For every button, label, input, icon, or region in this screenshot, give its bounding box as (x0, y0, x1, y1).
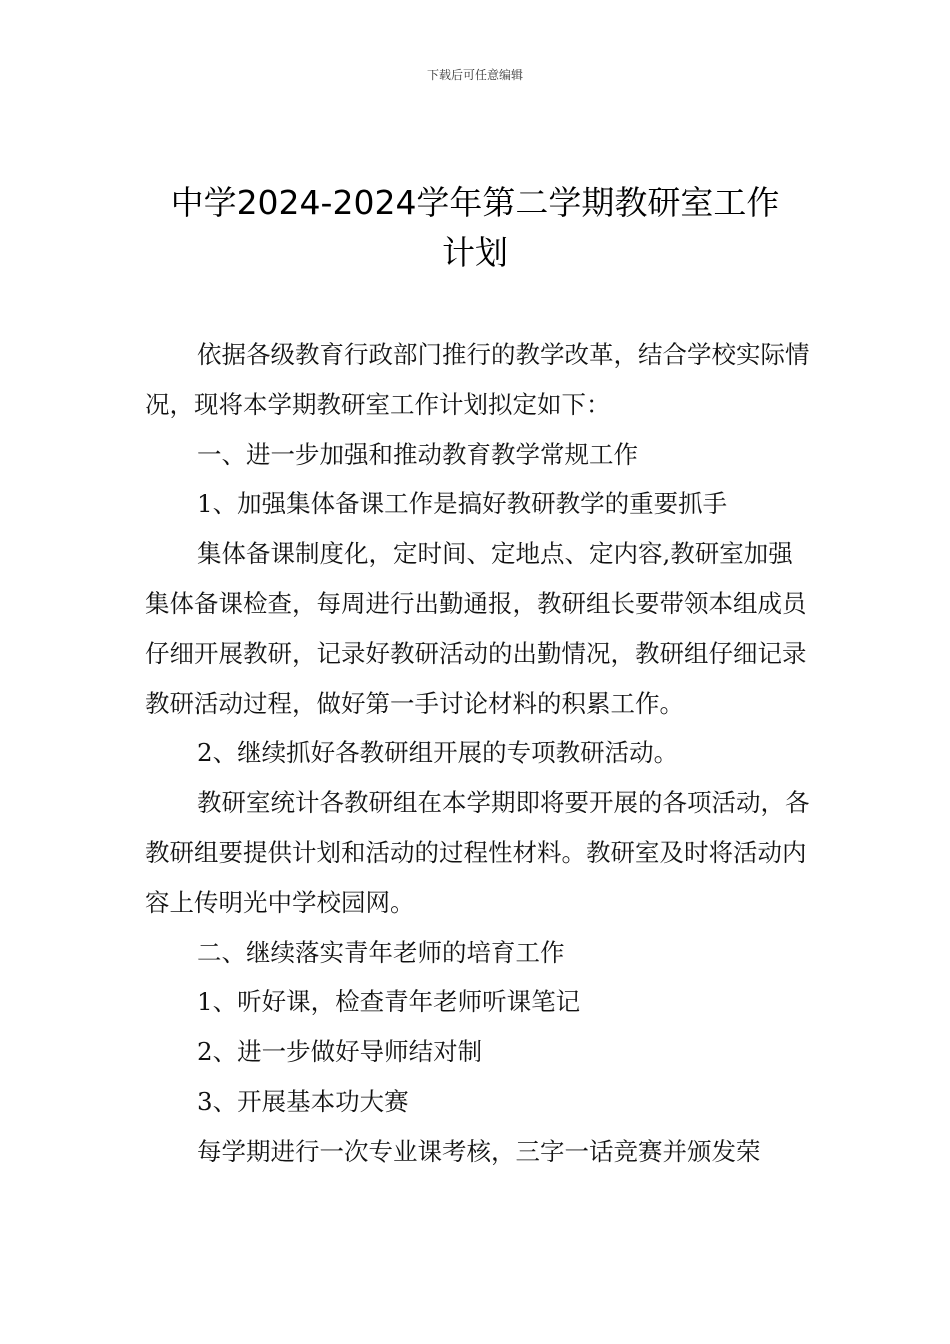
body-paragraph: 集体备课制度化，定时间、定地点、定内容,教研室加强集体备课检查，每周进行出勤通报，教研组长要带领本组成员仔细开展教研，记录好教研活动的出勤情况，教研组仔细记录教研活动过程，做好第一手讨论材料的积累工作。 (145, 539, 807, 718)
document-title (130, 178, 820, 278)
subheading-2-1: 1、听好课，检查青年老师听课笔记 (197, 987, 581, 1017)
title-line-2: 计划 (442, 233, 508, 272)
body-paragraph: 每学期进行一次专业课考核，三字一话竞赛并颁发荣 (197, 1136, 761, 1166)
subheading-1-1: 1、加强集体备课工作是搞好教研教学的重要抓手 (197, 489, 728, 519)
subheading-2-2: 2、进一步做好导师结对制 (197, 1037, 483, 1067)
page-header: 下载后可任意编辑 (426, 68, 523, 82)
section-heading-1: 一、进一步加强和推动教育教学常规工作 (197, 439, 638, 469)
intro-paragraph: 依据各级教育行政部门推行的教学改革，结合学校实际情况，现将本学期教研室工作计划拟定如下： (145, 340, 810, 419)
document-body (145, 330, 810, 1177)
subheading-2-3: 3、开展基本功大赛 (197, 1086, 409, 1116)
body-paragraph: 教研室统计各教研组在本学期即将要开展的各项活动，各教研组要提供计划和活动的过程性材料。教研室及时将活动内容上传明光中学校园网。 (145, 788, 810, 917)
section-heading-2: 二、继续落实青年老师的培育工作 (197, 937, 565, 967)
title-line-1: 中学2024-2024学年第二学期教研室工作 (170, 183, 780, 222)
subheading-1-2: 2、继续抓好各教研组开展的专项教研活动。 (197, 738, 679, 768)
